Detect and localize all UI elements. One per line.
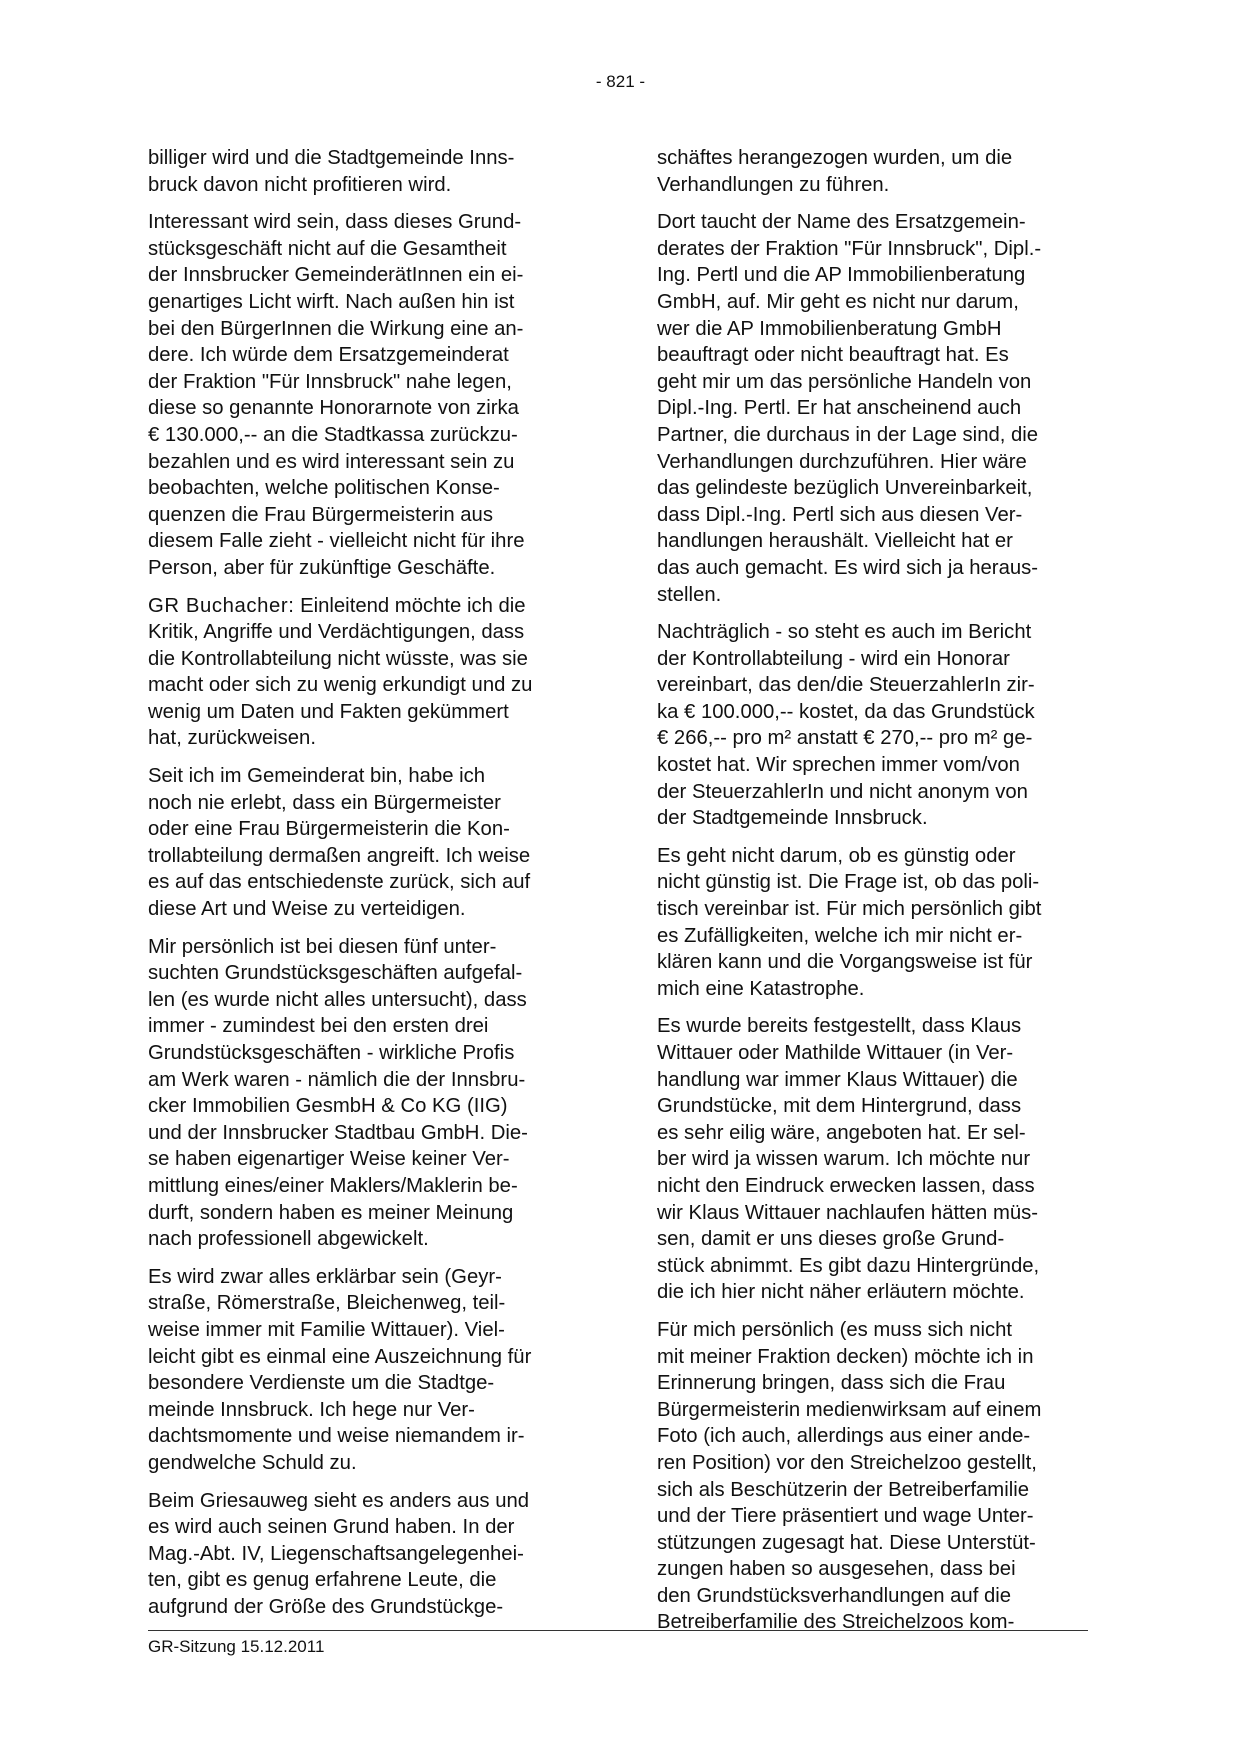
paragraph: Es wurde bereits festgestellt, dass Klaus Wittauer oder Mathilde Wittauer (in Ver- handlung war immer Klaus Wittauer) die Grundstücke, mit dem Hintergrund, dass es sehr eilig wäre, angeboten hat. Er sel- ber wird ja wissen warum. Ich möchte nur nicht den Eindruck erwecken lassen, dass wir Klaus Wittauer nachlaufen hätten müs- sen, damit er uns dieses große Grund- stück abnimmt. Es gibt dazu Hintergründe, die ich hier nicht näher erläutern möchte. (657, 1015, 1040, 1304)
paragraph: billiger wird und die Stadtgemeinde Inns- bruck davon nicht profitieren wird. (148, 147, 515, 196)
paragraph: Seit ich im Gemeinderat bin, habe ich noch nie erlebt, dass ein Bürgermeister oder eine Frau Bürgermeisterin die Kon- trollabteilung dermaßen angreift. Ich weise es auf das entschiedenste zurück, sich auf diese Art und Weise zu verteidigen. (148, 765, 531, 921)
paragraph: Es wird zwar alles erklärbar sein (Geyr- straße, Römerstraße, Bleichenweg, teil- weise immer mit Familie Wittauer). Viel- leicht gibt es einmal eine Auszeichnung für besondere Verdienste um die Stadtge- meinde Innsbruck. Ich hege nur Ver- dachtsmomente und weise niemandem ir- gendwelche Schuld zu. (148, 1265, 532, 1474)
page-number: - 821 - (595, 72, 646, 91)
paragraph: Nachträglich - so steht es auch im Bericht der Kontrollabteilung - wird ein Honorar vereinbart, das den/die SteuerzahlerIn zir- ka € 100.000,-- kostet, da das Grundstück € 266,-- pro m² anstatt € 270,-- pro m² ge- kostet hat. Wir sprechen immer vom/von der SteuerzahlerIn und nicht anonym von der Stadtgemeinde Innsbruck. (657, 621, 1035, 830)
paragraph: Interessant wird sein, dass dieses Grund- stücksgeschäft nicht auf die Gesamtheit der Innsbrucker GemeinderätInnen ein ei- genartiges Licht wirft. Nach außen hin ist bei den BürgerInnen die Wirkung eine an- dere. Ich würde dem Ersatzgemeinderat der Fraktion "Für Innsbruck" nahe legen, diese so genannte Honorarnote von zirka € 130.000,-- an die Stadtkassa zurückzu- bezahlen und es wird interessant sein zu beobachten, welche politischen Konse- quenzen die Frau Bürgermeisterin aus diesem Falle zieht - vielleicht nicht für ihre Person, aber für zukünftige Geschäfte. (148, 211, 525, 579)
paragraph: Beim Griesauweg sieht es anders aus und es wird auch seinen Grund haben. In der Mag.-Abt. IV, Liegenschaftsangelegenhei- ten, gibt es genug erfahrene Leute, die aufgrund der Größe des Grundstückge- (148, 1489, 530, 1618)
paragraph: Dort taucht der Name des Ersatzgemein- derates der Fraktion "Für Innsbruck", Dipl.- Ing. Pertl und die AP Immobilienberatung GmbH, auf. Mir geht es nicht nur darum, wer die AP Immobilienberatung GmbH beauftragt oder nicht beauftragt hat. Es geht mir um das persönliche Handeln von Dipl.-Ing. Pertl. Er hat anscheinend auch Partner, die durchaus in der Lage sind, die Verhandlungen durchzuführen. Hier wäre das gelindeste bezüglich Unvereinbarkeit, dass Dipl.-Ing. Pertl sich aus diesen Ver- handlungen heraushält. Vielleicht hat er das auch gemacht. Es wird sich ja heraus- stellen. (657, 211, 1042, 606)
footer-divider (148, 1630, 1088, 1631)
paragraph: Für mich persönlich (es muss sich nicht mit meiner Fraktion decken) möchte ich in Erinnerung bringen, dass sich die Frau Bürgermeisterin medienwirksam auf einem Foto (ich auch, allerdings aus einer ande- ren Position) vor den Streichelzoo gestellt, sich als Beschützerin der Betreiberfamilie und der Tiere präsentiert und wage Unter- stützungen zugesagt hat. Diese Unterstüt- zungen haben so ausgesehen, dass bei den Grundstücksverhandlungen auf die Betreiberfamilie des Streichelzoos kom- (657, 1318, 1042, 1634)
right-column (657, 145, 1097, 1647)
paragraph: Es geht nicht darum, ob es günstig oder nicht günstig ist. Die Frage ist, ob das poli- tisch vereinbar ist. Für mich persönlich gibt es Zufälligkeiten, welche ich mir nicht er- klären kann und die Vorgangsweise ist für mich eine Katastrophe. (657, 844, 1042, 1000)
paragraph: Mir persönlich ist bei diesen fünf unter- suchten Grundstücksgeschäften aufgefal- len (es wurde nicht alles untersucht), dass immer - zumindest bei den ersten drei Grundstücksgeschäften - wirkliche Profis am Werk waren - nämlich die der Innsbru- cker Immobilien GesmbH & Co KG (IIG) und der Innsbrucker Stadtbau GmbH. Die- se haben eigenartiger Weise keiner Ver- mittlung eines/einer Maklers/Maklerin be- durft, sondern haben es meiner Meinung nach professionell abgewickelt. (148, 935, 528, 1251)
speaker-name: GR Buchacher: (148, 594, 295, 617)
paragraph-text: Einleitend möchte ich die Kritik, Angriffe und Verdächtigungen, dass die Kontrollabteilung nicht wüsste, was sie macht oder sich zu wenig erkundigt und zu wenig um Daten und Fakten gekümmert hat, zurückweisen. (148, 594, 533, 750)
left-column (148, 145, 588, 1631)
footer-text: GR-Sitzung 15.12.2011 (148, 1637, 325, 1656)
paragraph: schäftes herangezogen wurden, um die Verhandlungen zu führen. (657, 147, 1013, 196)
paragraph (148, 593, 588, 753)
